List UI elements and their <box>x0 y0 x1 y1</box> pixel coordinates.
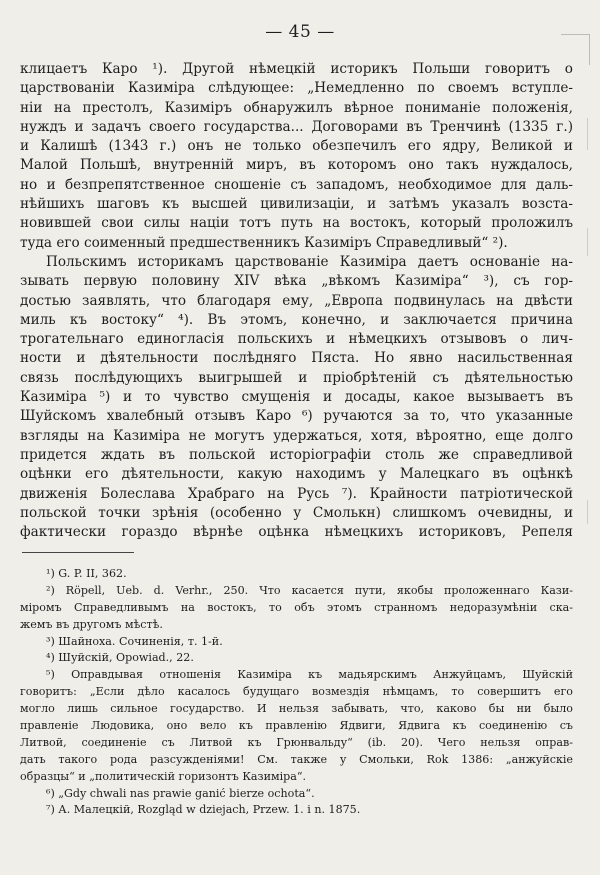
page-edge-mark <box>577 118 588 150</box>
footnote-line: ⁴) Шуйскій, Opowiad., 22. <box>46 651 194 665</box>
footnote-line: ³) Шайноха. Сочиненія, т. 1-й. <box>46 634 223 648</box>
body-line: нѣйшихъ шаговъ къ высшей цивилизаціи, и затѣмъ указалъ возста- <box>20 196 573 213</box>
body-line: связь послѣдующихъ выигрышей и пріобрѣтеній съ дѣятельностью <box>20 369 573 386</box>
footnote-line: ⁷) А. Малецкій, Rozgląd w dziejach, Przew. 1. i n. 1875. <box>46 803 361 817</box>
body-line: нуждъ и задачъ своего государства... Договорами въ Тренчинѣ (1335 г.) <box>20 118 573 135</box>
body-line: достью заявлять, что благодаря ему, „Европа подвинулась на двѣсти <box>20 292 573 309</box>
body-line: взгляды на Казиміра не могутъ удержаться, хотя, вѣроятно, еще долго <box>20 427 573 444</box>
body-line: Шуйскомъ хвалебный отзывъ Каро ⁶) ручаются за то, что указанные <box>20 408 573 425</box>
footnote-line: жемъ въ другомъ мѣстѣ. <box>20 617 163 631</box>
page-number: — 45 — <box>265 22 335 42</box>
footnote-line: говоритъ: „Если дѣло касалось будущаго возмездія нѣмцамъ, то совершитъ его <box>20 685 573 699</box>
body-line: но и безпрепятственное сношеніе съ западомъ, необходимое для даль- <box>20 176 573 193</box>
page-edge-mark <box>577 500 588 524</box>
footnote-line: могло лишь сильное государство. И нельзя забывать, что, каково бы ни было <box>20 702 573 716</box>
body-line: трогательнаго единогласія польскихъ и нѣмецкихъ отзывовъ о лич- <box>20 331 573 348</box>
footnote-divider <box>22 552 134 553</box>
body-line: новившей свои силы націи тотъ путь на востокъ, который проложилъ <box>20 215 573 232</box>
body-line: царствованіи Казиміра слѣдующее: „Немедленно по своемъ вступле- <box>20 80 573 97</box>
body-line: ніи на престолъ, Казиміръ обнаружилъ вѣрное пониманіе положенія, <box>20 99 573 116</box>
footnote-line: правленіе Людовика, оно вело къ правленію Ядвиги, Ядвига къ соединенію съ <box>20 719 573 733</box>
footnote-line: ¹) G. P. II, 362. <box>46 567 127 580</box>
footnote-line: ⁶) „Gdy chwali nas prawie ganić bierze ochota“. <box>46 786 315 800</box>
footnote-line: міромъ Справедливымъ на востокъ, то объ этомъ странномъ недоразумѣніи ска- <box>20 600 573 614</box>
footnote-line: ⁵) Оправдывая отношенія Казиміра къ мадьярскимъ Анжуйцамъ, Шуйскій <box>46 668 573 682</box>
body-line: Малой Польшѣ, внутренній миръ, въ которомъ оно такъ нуждалось, <box>20 157 573 174</box>
body-line: фактически гораздо вѣрнѣе оцѣнка нѣмецкихъ историковъ, Репеля <box>20 524 573 541</box>
body-line: ности и дѣятельности послѣдняго Пяста. Но явно насильственная <box>20 350 573 367</box>
footnote-line: ²) Röpell, Ueb. d. Verhr., 250. Что касается пути, якобы проложеннаго Кази- <box>46 583 573 597</box>
body-line: оцѣнки его дѣятельности, какую находимъ у Малецкаго въ оцѣнкѣ <box>20 466 573 483</box>
body-line: польской точки зрѣнія (особенно у Смолькн) слишкомъ очевидны, и <box>20 504 573 521</box>
body-line: придется ждать въ польской исторіографіи столь же справедливой <box>20 446 573 463</box>
footnote-line: образцы“ и „политическій горизонтъ Казиміра“. <box>20 769 307 783</box>
body-paragraph <box>20 253 573 542</box>
body-line: движенія Болеслава Храбраго на Русь ⁷). Крайности патріотической <box>20 485 573 502</box>
body-line: туда его соименный предшественникъ Казиміръ Справедливый“ ²). <box>20 234 508 251</box>
footnote-line: Литвой, соединеніе съ Литвой къ Грюнвальду“ (ib. 20). Чего нельзя оправ- <box>20 735 573 749</box>
body-line: Польскимъ историкамъ царствованіе Казиміра даетъ основаніе на- <box>46 253 573 270</box>
body-paragraph <box>20 60 573 253</box>
body-line: клицаетъ Каро ¹). Другой нѣмецкій историкъ Польши говоритъ о <box>20 61 573 77</box>
body-line: и Калишѣ (1343 г.) онъ не только обезпечилъ его ядру, Великой и <box>20 138 573 155</box>
footnote-line: дать такого рода разсужденіями! См. также у Смольки, Rok 1386: „анжуйскіе <box>20 752 573 766</box>
page-edge-mark <box>577 228 588 256</box>
body-line: миль къ востоку“ ⁴). Въ этомъ, конечно, и заключается причина <box>20 311 573 328</box>
body-line: Казиміра ⁵) и то чувство смущенія и досады, какое вызываетъ въ <box>20 389 573 406</box>
footnotes <box>20 566 573 819</box>
body-line: зывать первую половину XIV вѣка „вѣкомъ Казиміра“ ³), съ гор- <box>20 273 573 290</box>
body-text <box>20 60 573 542</box>
